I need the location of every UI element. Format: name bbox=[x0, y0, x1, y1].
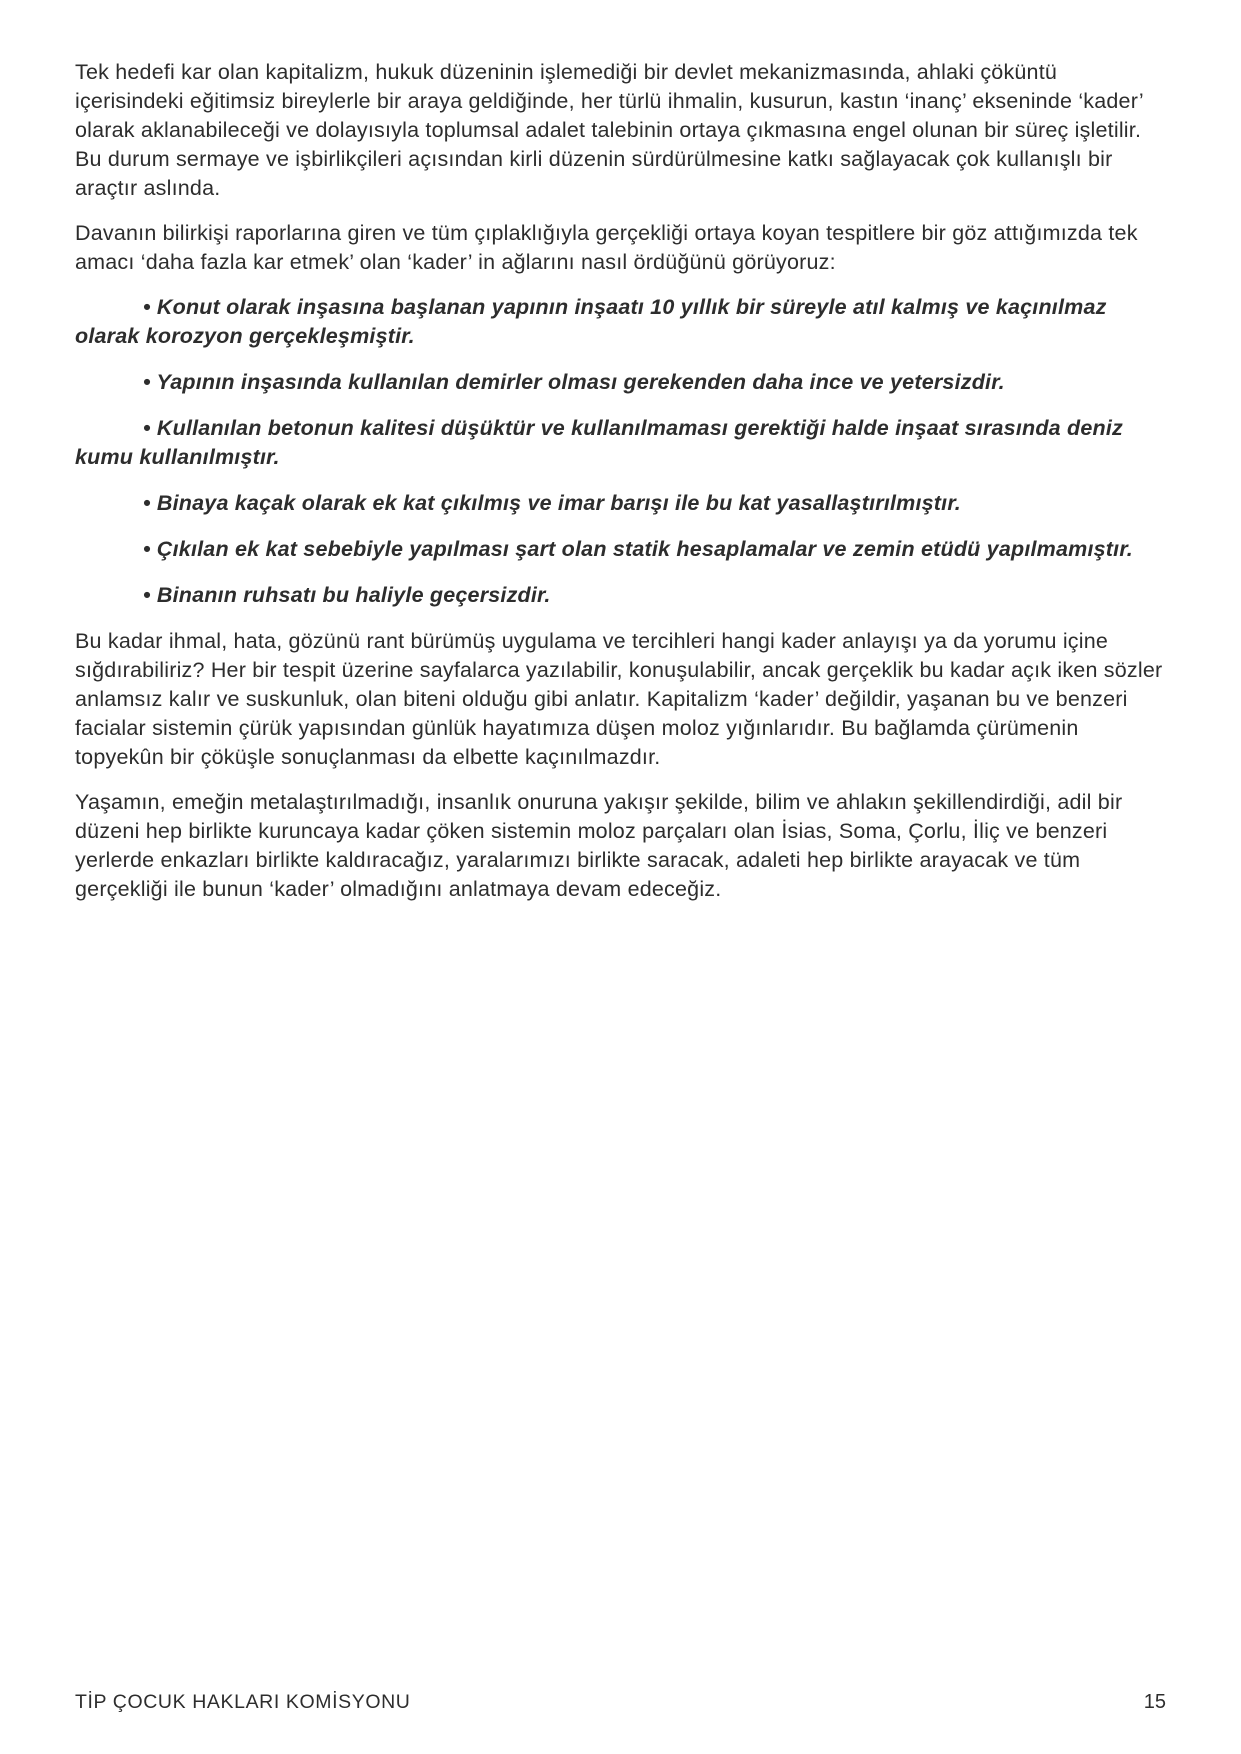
bullet-item-static-survey: • Çıkılan ek kat sebebiyle yapılması şart olan statik hesaplamalar ve zemin etüdü yapılmamıştır. bbox=[143, 537, 1133, 561]
bullet-item-permit: • Binanın ruhsatı bu haliyle geçersizdir. bbox=[143, 583, 551, 607]
bullet-item-rebar: • Yapının inşasında kullanılan demirler olması gerekenden daha ince ve yetersizdir. bbox=[143, 370, 1005, 394]
page-content bbox=[75, 58, 1166, 904]
paragraph-intro: Tek hedefi kar olan kapitalizm, hukuk düzeninin işlemediği bir devlet mekanizmasında, ahlaki çöküntü içerisindeki eğitimsiz bireylerle bir araya geldiğinde, her türlü ihmalin, kusurun, kastın ‘inanç’ ekseninde ‘kader’ olarak aklanabileceği ve dolayısıyla toplumsal adalet talebinin ortaya çıkmasına engel olunan bir süreç işletilir. Bu durum sermaye ve işbirlikçileri açısından kirli düzenin sürdürülmesine katkı sağlayacak çok kullanışlı bir araçtır aslında. bbox=[75, 60, 1144, 200]
bullet-item-corrosion: • Konut olarak inşasına başlanan yapının inşaatı 10 yıllık bir süreyle atıl kalmış ve kaçınılmaz olarak korozyon gerçekleşmiştir. bbox=[75, 295, 1107, 348]
page-footer bbox=[75, 1691, 1166, 1714]
paragraph-conclusion: Yaşamın, emeğin metalaştırılmadığı, insanlık onuruna yakışır şekilde, bilim ve ahlakın şekillendirdiği, adil bir düzeni hep birlikte kuruncaya kadar çöken sistemin moloz parçaları olan İsias, Soma, Çorlu, İliç ve benzeri yerlerde enkazları birlikte kaldıracağız, yaralarımızı birlikte saracak, adaleti hep birlikte arayacak ve tüm gerçekliği ile bunun ‘kader’ olmadığını anlatmaya devam edeceğiz. bbox=[75, 790, 1123, 901]
bullet-item-illegal-floor: • Binaya kaçak olarak ek kat çıkılmış ve imar barışı ile bu kat yasallaştırılmıştır. bbox=[143, 491, 961, 515]
bullet-item-concrete: • Kullanılan betonun kalitesi düşüktür ve kullanılmaması gerektiği halde inşaat sırasında deniz kumu kullanılmıştır. bbox=[75, 416, 1123, 469]
paragraph-commentary: Bu kadar ihmal, hata, gözünü rant bürümüş uygulama ve tercihleri hangi kader anlayışı ya da yorumu içine sığdırabiliriz? Her bir tespit üzerine sayfalarca yazılabilir, konuşulabilir, ancak gerçeklik bu kadar açık iken sözler anlamsız kalır ve suskunluk, olan biteni olduğu gibi anlatır. Kapitalizm ‘kader’ değildir, yaşanan bu ve benzeri facialar sistemin çürük yapısından günlük hayatımıza düşen moloz yığınlarıdır. Bu bağlamda çürümenin topyekûn bir çöküşle sonuçlanması da elbette kaçınılmazdır. bbox=[75, 629, 1163, 769]
paragraph-expert-report: Davanın bilirkişi raporlarına giren ve tüm çıplaklığıyla gerçekliği ortaya koyan tespitlere bir göz attığımızda tek amacı ‘daha fazla kar etmek’ olan ‘kader’ in ağlarını nasıl ördüğünü görüyoruz: bbox=[75, 221, 1138, 274]
page-number: 15 bbox=[1143, 1691, 1166, 1713]
footer-title: TİP ÇOCUK HAKLARI KOMİSYONU bbox=[75, 1691, 411, 1713]
